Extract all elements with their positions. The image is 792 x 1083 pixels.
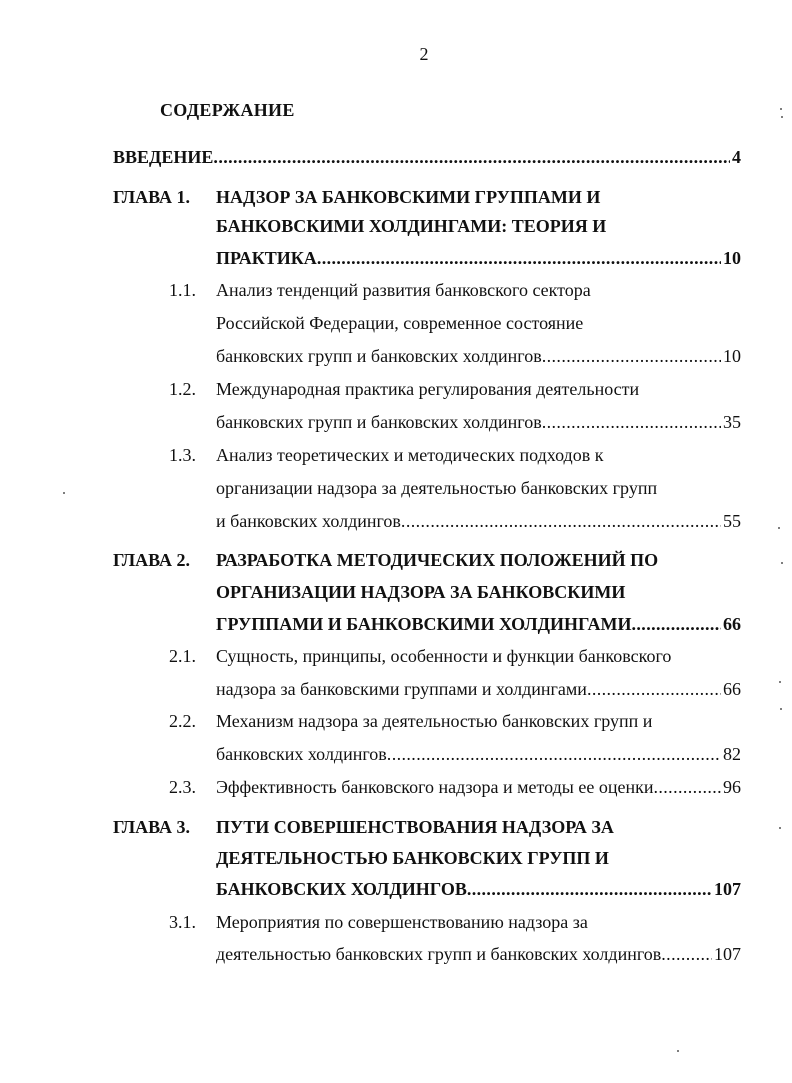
section-number: 1.3. — [169, 445, 196, 465]
chapter-page: 66 — [723, 614, 741, 634]
section-line: Механизм надзора за деятельностью банковских групп и — [216, 711, 653, 731]
scan-speck — [780, 708, 782, 710]
section-number: 2.2. — [169, 711, 196, 731]
section-line: и банковских холдингов ..... 55 — [216, 511, 741, 535]
scan-speck — [780, 108, 782, 110]
scan-speck — [781, 116, 783, 118]
dot-leader — [587, 679, 721, 700]
scan-speck — [781, 562, 783, 564]
section-line: Международная практика регулирования деятельности — [216, 379, 640, 399]
section-line: Мероприятия по совершенствованию надзора за — [216, 912, 588, 932]
section-line: надзора за банковскими группами и холдингами ..... 66 — [216, 679, 741, 703]
scan-speck — [779, 827, 781, 829]
section-line: банковских групп и банковских холдингов ..... 10 — [216, 346, 741, 370]
scan-speck — [779, 681, 781, 683]
dot-leader — [213, 147, 730, 168]
chapter-heading-line: БАНКОВСКИХ ХОЛДИНГОВ ..... 107 — [216, 879, 741, 903]
section-number: 3.1. — [169, 912, 196, 932]
dot-leader — [632, 614, 722, 635]
section-line: организации надзора за деятельностью банковских групп — [216, 478, 658, 498]
scan-speck — [63, 492, 65, 494]
chapter-heading-line: ГРУППАМИ И БАНКОВСКИМИ ХОЛДИНГАМИ ..... 66 — [216, 614, 741, 638]
chapter-label: ГЛАВА 3. — [113, 817, 191, 837]
section-page: 96 — [723, 777, 741, 797]
chapter-heading-line: ПУТИ СОВЕРШЕНСТВОВАНИЯ НАДЗОРА ЗА — [216, 817, 614, 837]
entry-page: 4 — [732, 147, 741, 167]
section-line: Анализ теоретических и методических подходов к — [216, 445, 604, 465]
section-number: 2.3. — [169, 777, 196, 797]
chapter-heading-line: ПРАКТИКА ..... 10 — [216, 248, 741, 272]
dot-leader — [542, 346, 721, 367]
section-page: 66 — [723, 679, 741, 699]
entry-text: ВВЕДЕНИЕ — [113, 147, 214, 167]
section-line: банковских групп и банковских холдингов ..... 35 — [216, 412, 741, 436]
dot-leader — [401, 511, 721, 532]
section-page: 55 — [723, 511, 741, 531]
section-line: Сущность, принципы, особенности и функции банковского — [216, 646, 672, 666]
chapter-heading-line: ДЕЯТЕЛЬНОСТЬЮ БАНКОВСКИХ ГРУПП И — [216, 848, 609, 868]
chapter-label: ГЛАВА 1. — [113, 187, 191, 207]
scan-speck — [677, 1050, 679, 1052]
section-number: 2.1. — [169, 646, 196, 666]
section-line: деятельностью банковских групп и банковских холдингов ..... 107 — [216, 944, 741, 968]
section-line: Анализ тенденций развития банковского сектора — [216, 280, 591, 300]
section-page: 10 — [723, 346, 741, 366]
page-number: 2 — [419, 44, 429, 64]
chapter-page: 107 — [714, 879, 741, 899]
section-number: 1.1. — [169, 280, 196, 300]
chapter-heading-line: НАДЗОР ЗА БАНКОВСКИМИ ГРУППАМИ И — [216, 187, 601, 207]
section-number: 1.2. — [169, 379, 196, 399]
chapter-label: ГЛАВА 2. — [113, 550, 191, 570]
dot-leader — [542, 412, 721, 433]
dot-leader — [661, 944, 712, 965]
section-page: 82 — [723, 744, 741, 764]
dot-leader — [467, 879, 712, 900]
section-line: Эффективность банковского надзора и методы ее оценки ..... 96 — [216, 777, 741, 801]
chapter-heading-line: ОРГАНИЗАЦИИ НАДЗОРА ЗА БАНКОВСКИМИ — [216, 582, 626, 602]
toc-entry-intro — [113, 147, 741, 171]
scan-speck — [778, 527, 780, 529]
section-page: 107 — [714, 944, 741, 964]
chapter-heading-line: БАНКОВСКИМИ ХОЛДИНГАМИ: ТЕОРИЯ И — [216, 216, 607, 236]
toc-title: СОДЕРЖАНИЕ — [160, 100, 295, 120]
dot-leader — [653, 777, 721, 798]
chapter-page: 10 — [723, 248, 741, 268]
section-page: 35 — [723, 412, 741, 432]
section-line: Российской Федерации, современное состояние — [216, 313, 584, 333]
dot-leader — [387, 744, 721, 765]
section-line: банковских холдингов ..... 82 — [216, 744, 741, 768]
dot-leader — [317, 248, 721, 269]
chapter-heading-line: РАЗРАБОТКА МЕТОДИЧЕСКИХ ПОЛОЖЕНИЙ ПО — [216, 550, 659, 570]
